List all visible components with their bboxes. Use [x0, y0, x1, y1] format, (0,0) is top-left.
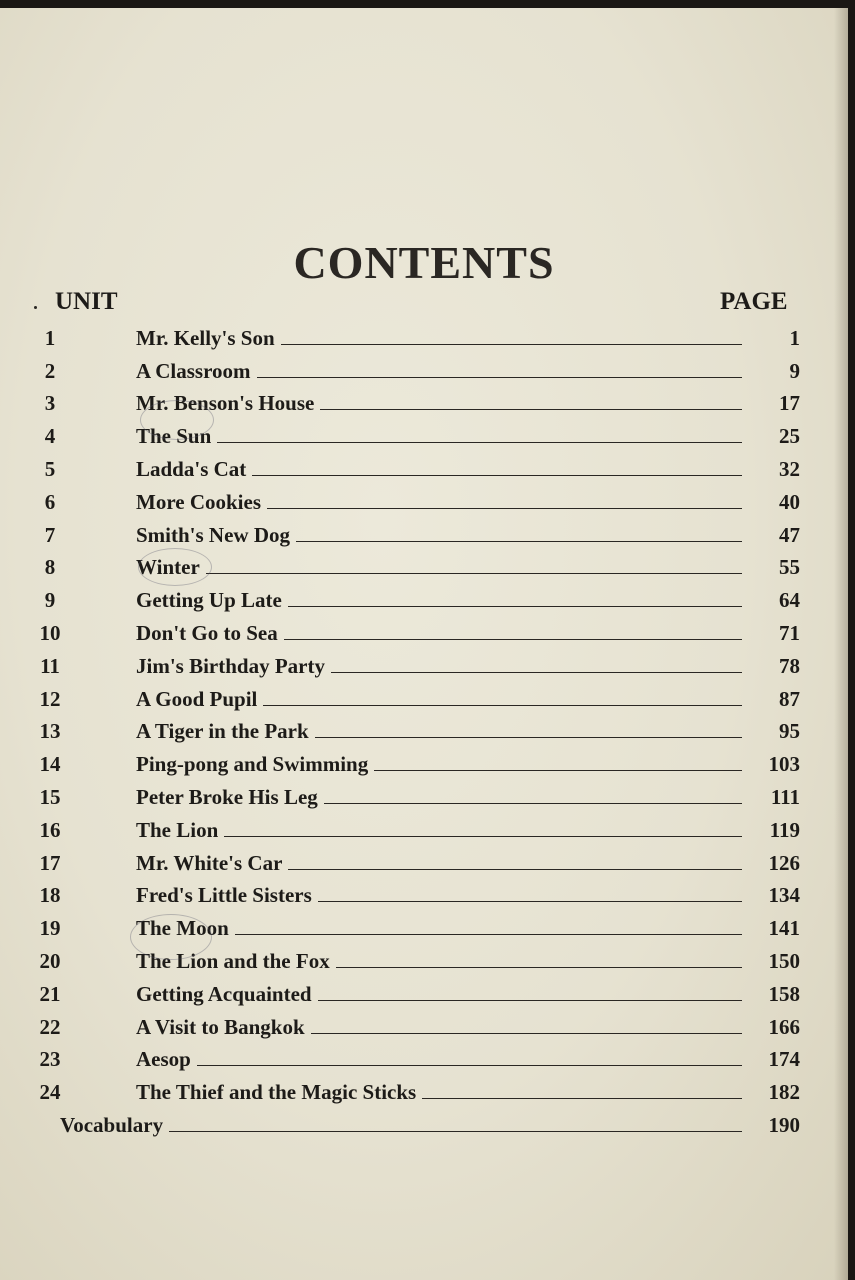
leader-line	[197, 1064, 742, 1066]
toc-row	[0, 880, 848, 913]
leader-line	[315, 736, 742, 738]
page-number: 64	[779, 588, 800, 613]
unit-title: The Lion and the Fox	[136, 948, 330, 973]
leader-line	[331, 671, 742, 673]
toc-row	[0, 1011, 848, 1044]
toc-row	[0, 617, 848, 650]
unit-number: 16	[39, 817, 61, 842]
unit-number: 17	[39, 850, 61, 875]
unit-title: The Moon	[136, 916, 229, 941]
unit-number: 11	[40, 653, 60, 678]
unit-number: 21	[39, 981, 61, 1006]
unit-title: Ping-pong and Swimming	[136, 752, 369, 777]
leader-line	[284, 638, 742, 640]
unit-number: 19	[39, 916, 61, 941]
unit-number: 7	[44, 522, 56, 547]
toc-row	[0, 945, 848, 978]
leader-line	[422, 1097, 742, 1099]
unit-number: 2	[44, 358, 56, 383]
page-number: 9	[789, 358, 800, 383]
toc-row	[0, 847, 848, 880]
toc-row	[0, 650, 848, 683]
unit-number: 4	[44, 424, 56, 449]
leader-line	[263, 704, 742, 706]
unit-number: 15	[39, 784, 61, 809]
leader-line	[169, 1130, 742, 1132]
toc-row	[0, 388, 848, 421]
page-number: 47	[779, 522, 800, 547]
unit-number: 22	[39, 1014, 61, 1039]
unit-number: 20	[39, 948, 61, 973]
leader-line	[281, 343, 742, 345]
unit-title: The Sun	[136, 424, 212, 449]
unit-number: 1	[44, 325, 56, 350]
unit-number: 24	[39, 1080, 61, 1105]
page-number: 111	[770, 784, 800, 809]
unit-title: Jim's Birthday Party	[136, 653, 325, 678]
unit-title: A Good Pupil	[136, 686, 258, 711]
page-number: 40	[779, 489, 800, 514]
page-number: 158	[768, 981, 800, 1006]
leader-line	[374, 769, 742, 771]
page-title: CONTENTS	[293, 237, 555, 288]
unit-title: The Lion	[136, 817, 219, 842]
unit-title: Peter Broke His Leg	[136, 784, 318, 809]
page-number: 71	[779, 620, 800, 645]
unit-title: A Classroom	[136, 358, 251, 383]
page-number: 32	[779, 456, 800, 481]
page-number: 25	[779, 424, 800, 449]
leader-line	[235, 933, 742, 935]
page-number: 166	[768, 1014, 800, 1039]
toc-row	[0, 912, 848, 945]
page-number: 190	[768, 1112, 800, 1137]
unit-title: Getting Up Late	[136, 588, 282, 613]
leader-line	[311, 1032, 742, 1034]
page-number: 1	[789, 325, 800, 350]
page-number: 150	[768, 948, 800, 973]
page-number: 174	[768, 1047, 800, 1072]
unit-title: The Thief and the Magic Sticks	[136, 1080, 417, 1105]
toc-row	[0, 453, 848, 486]
stray-dot	[34, 306, 37, 309]
page-number: 55	[779, 555, 800, 580]
unit-title: Mr. Kelly's Son	[136, 325, 275, 350]
leader-line	[224, 835, 742, 837]
toc-row	[0, 1076, 848, 1109]
toc-row	[0, 781, 848, 814]
unit-title: Winter	[136, 555, 200, 580]
leader-line	[257, 376, 742, 378]
page-number: 182	[768, 1080, 800, 1105]
page-number: 119	[769, 817, 800, 842]
toc-row	[0, 552, 848, 585]
unit-number: 3	[44, 391, 56, 416]
unit-title: A Tiger in the Park	[136, 719, 309, 744]
toc-row	[0, 683, 848, 716]
toc-row	[0, 322, 848, 355]
unit-number: 8	[44, 555, 56, 580]
unit-number: 6	[44, 489, 56, 514]
toc-row	[0, 1044, 848, 1077]
unit-number: 18	[39, 883, 61, 908]
toc-row	[0, 814, 848, 847]
page-number: 78	[779, 653, 800, 678]
toc-row	[0, 978, 848, 1011]
leader-line	[318, 999, 742, 1001]
page-number: 95	[779, 719, 800, 744]
toc-row	[0, 355, 848, 388]
unit-number: 12	[39, 686, 61, 711]
table-of-contents	[0, 322, 848, 1142]
leader-line	[320, 408, 742, 410]
unit-column-header: UNIT	[55, 288, 118, 315]
book-page	[0, 8, 848, 1280]
unit-number: 10	[39, 620, 61, 645]
unit-number: 23	[39, 1047, 61, 1072]
toc-row	[0, 716, 848, 749]
toc-row	[0, 519, 848, 552]
vocabulary-title: Vocabulary	[60, 1112, 164, 1137]
leader-line	[252, 474, 742, 476]
leader-line	[296, 540, 742, 542]
leader-line	[267, 507, 742, 509]
unit-title: A Visit to Bangkok	[136, 1014, 305, 1039]
leader-line	[217, 441, 742, 443]
toc-row-vocabulary	[0, 1109, 848, 1142]
page-column-header: PAGE	[720, 288, 788, 315]
toc-row	[0, 748, 848, 781]
page-number: 87	[779, 686, 800, 711]
leader-line	[288, 605, 742, 607]
page-number: 134	[768, 883, 800, 908]
unit-title: Smith's New Dog	[136, 522, 291, 547]
leader-line	[206, 572, 742, 574]
unit-title: Getting Acquainted	[136, 981, 312, 1006]
unit-number: 5	[44, 456, 56, 481]
page-number: 126	[768, 850, 800, 875]
unit-title: Mr. White's Car	[136, 850, 283, 875]
unit-title: Ladda's Cat	[136, 456, 247, 481]
unit-title: Aesop	[136, 1047, 191, 1072]
toc-row	[0, 486, 848, 519]
leader-line	[288, 868, 742, 870]
page-number: 141	[768, 916, 800, 941]
unit-title: Mr. Benson's House	[136, 391, 315, 416]
unit-title: More Cookies	[136, 489, 262, 514]
toc-row	[0, 584, 848, 617]
unit-number: 13	[39, 719, 61, 744]
page-number: 17	[779, 391, 800, 416]
page-number: 103	[768, 752, 800, 777]
unit-title: Don't Go to Sea	[136, 620, 278, 645]
unit-title: Fred's Little Sisters	[136, 883, 312, 908]
leader-line	[324, 802, 742, 804]
leader-line	[318, 900, 742, 902]
toc-row	[0, 420, 848, 453]
leader-line	[336, 966, 742, 968]
unit-number: 9	[44, 588, 56, 613]
unit-number: 14	[39, 752, 61, 777]
